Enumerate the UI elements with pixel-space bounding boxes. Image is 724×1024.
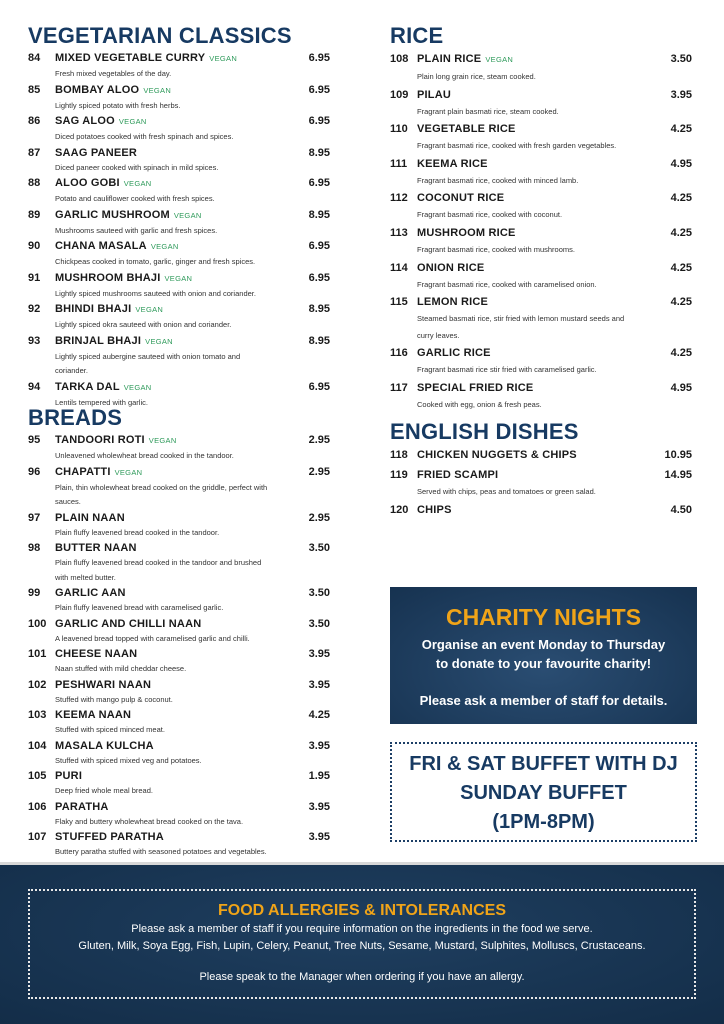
allergy-line: Please ask a member of staff if you require information on the ingredients in the food we serve. [131, 923, 593, 935]
menu-item [28, 207, 330, 239]
item-number: 113 [390, 226, 408, 239]
item-description: Naan stuffed with mild cheddar cheese. [55, 664, 187, 673]
item-name [417, 501, 692, 519]
item-number: 97 [28, 511, 41, 524]
item-name-text: ONION RICE [417, 261, 485, 274]
vegan-badge: VEGAN [209, 54, 238, 63]
item-name-text: BHINDI BHAJI [55, 303, 132, 315]
item-price: 6.95 [308, 177, 330, 189]
menu-item [390, 86, 692, 121]
item-description: Lightly spiced potato with fresh herbs. [55, 100, 181, 110]
item-number: 119 [390, 469, 408, 481]
item-number: 90 [28, 240, 41, 252]
item-description: Lightly spiced okra sauteed with onion and coriander. [55, 320, 232, 329]
item-number: 86 [28, 115, 41, 127]
item-name [55, 145, 330, 161]
item-number: 101 [28, 648, 47, 660]
buffet-line: (1PM-8PM) [492, 811, 595, 833]
item-price: 3.50 [308, 542, 330, 554]
item-number: 85 [28, 83, 41, 96]
item-name-text: PILAU [417, 88, 451, 101]
section-title: BREADS [28, 405, 123, 430]
item-name [417, 344, 692, 362]
item-name [55, 82, 330, 99]
item-name-text: TARKA DAL [55, 380, 120, 393]
menu-item [28, 738, 330, 769]
item-name [417, 446, 692, 464]
item-description: Fragrant basmati rice, cooked with minced lamb. [417, 175, 579, 185]
vegan-badge: VEGAN [145, 336, 173, 346]
item-description: Lightly spiced aubergine sauteed with onion tomato and coriander. [55, 351, 241, 375]
item-name [55, 616, 330, 632]
item-name-text: SAG ALOO [55, 115, 115, 127]
item-name [417, 224, 692, 242]
buffet-line: FRI & SAT BUFFET WITH DJ [409, 753, 678, 775]
item-name [55, 238, 330, 255]
item-name [55, 540, 330, 556]
menu-item [28, 540, 330, 585]
item-name [417, 50, 692, 69]
charity-title: CHARITY NIGHTS [445, 604, 642, 630]
item-price: 3.50 [308, 617, 330, 630]
item-name [55, 464, 330, 481]
menu-item [390, 259, 692, 294]
vegan-badge: VEGAN [118, 117, 147, 126]
item-description: Flaky and buttery wholewheat bread cooked on the tava. [55, 816, 244, 826]
item-price: 4.25 [670, 192, 692, 205]
menu-item [390, 189, 692, 224]
item-name-text: GARLIC AND CHILLI NAAN [55, 617, 202, 630]
item-price: 3.95 [308, 831, 330, 843]
item-number: 95 [28, 434, 41, 446]
item-price: 3.95 [308, 800, 330, 813]
item-name [55, 50, 330, 67]
item-name-text: GARLIC RICE [417, 347, 491, 360]
item-description: A leavened bread topped with caramelised garlic and chilli. [55, 633, 250, 643]
item-name-text: TANDOORI ROTI [55, 434, 145, 446]
allergy-box [28, 889, 696, 999]
item-number: 109 [390, 88, 409, 101]
item-description: Fresh mixed vegetables of the day. [55, 69, 172, 78]
menu-item [390, 155, 692, 190]
item-price: 6.95 [308, 240, 330, 252]
menu-item [28, 799, 330, 830]
item-description: Fragrant basmati rice, cooked with fresh garden vegetables. [417, 141, 617, 151]
item-number: 88 [28, 177, 41, 189]
item-price: 4.25 [670, 296, 692, 309]
item-number: 112 [390, 192, 408, 205]
item-price: 8.95 [308, 146, 330, 159]
allergy-title: FOOD ALLERGIES & INTOLERANCES [217, 902, 506, 919]
vegetarian-section [28, 24, 330, 410]
item-price: 2.95 [308, 511, 330, 524]
item-name [55, 768, 330, 784]
menu-item [28, 175, 330, 207]
item-name [55, 207, 330, 224]
item-number: 105 [28, 770, 47, 782]
item-price: 10.95 [664, 449, 692, 461]
buffet-line: SUNDAY BUFFET [460, 782, 627, 804]
item-name-text: BOMBAY ALOO [55, 83, 140, 96]
item-number: 110 [390, 123, 408, 136]
item-number: 114 [390, 261, 408, 274]
item-price: 4.25 [670, 123, 692, 136]
item-number: 98 [28, 542, 41, 554]
menu-item [28, 50, 330, 82]
item-number: 102 [28, 678, 47, 691]
vegan-badge: VEGAN [173, 210, 202, 220]
charity-line: Please ask a member of staff for details. [419, 693, 668, 708]
menu-item [390, 120, 692, 155]
menu-item [28, 432, 330, 464]
vegan-badge: VEGAN [123, 382, 152, 392]
item-name [55, 799, 330, 815]
item-number: 84 [28, 52, 41, 64]
item-description: Steamed basmati rice, stir fried with lemon mustard seeds and curry leaves. [417, 314, 625, 340]
item-name-text: CHAPATTI [55, 465, 111, 478]
item-name-text: ALOO GOBI [55, 177, 120, 189]
item-price: 3.95 [308, 678, 330, 691]
item-name [417, 86, 692, 104]
item-name [417, 189, 692, 207]
section-title: ENGLISH DISHES [390, 419, 579, 444]
breads-section [28, 406, 330, 860]
item-number: 91 [28, 271, 41, 284]
vegan-badge: VEGAN [114, 467, 143, 477]
item-name [55, 379, 330, 396]
item-name [55, 270, 330, 287]
item-name [55, 432, 330, 449]
item-name-text: LEMON RICE [417, 296, 489, 309]
vegan-badge: VEGAN [123, 179, 152, 188]
item-number: 107 [28, 831, 47, 843]
item-name-text: SAAG PANEER [55, 146, 138, 159]
menu-item [390, 501, 692, 521]
item-price: 3.95 [308, 739, 330, 752]
item-price: 2.95 [308, 434, 330, 446]
item-name-text: PURI [55, 770, 83, 782]
item-price: 3.50 [670, 53, 692, 65]
menu-item [28, 238, 330, 270]
menu-item [28, 301, 330, 333]
item-description: Stuffed with spiced mixed veg and potatoes. [55, 755, 202, 765]
menu-item [390, 344, 692, 379]
rice-section [390, 24, 692, 414]
item-description: Stuffed with mango pulp & coconut. [55, 694, 173, 704]
item-description: Chickpeas cooked in tomato, garlic, ginger and fresh spices. [55, 257, 256, 266]
item-price: 3.50 [308, 587, 330, 599]
item-name [55, 677, 330, 693]
vegan-badge: VEGAN [148, 436, 177, 445]
item-price: 6.95 [308, 115, 330, 127]
menu-item [28, 270, 330, 302]
item-name-text: KEEMA RICE [417, 157, 488, 170]
menu-item [390, 466, 692, 501]
vegan-badge: VEGAN [164, 273, 193, 283]
item-description: Fragrant basmati rice, cooked with caramelised onion. [417, 279, 597, 289]
item-description: Lentils tempered with garlic. [55, 397, 148, 407]
menu-item [28, 145, 330, 176]
item-description: Deep fried whole meal bread. [55, 786, 153, 795]
item-name [55, 585, 330, 601]
item-name-text: BUTTER NAAN [55, 542, 137, 554]
item-name-text: KEEMA NAAN [55, 709, 132, 721]
item-number: 89 [28, 208, 41, 221]
item-price: 6.95 [308, 380, 330, 393]
section-title: VEGETARIAN CLASSICS [28, 23, 292, 48]
item-name [55, 510, 330, 526]
menu-item [28, 829, 330, 860]
item-name [417, 466, 692, 484]
menu-item [390, 50, 692, 86]
item-description: Fragrant basmati rice, cooked with mushrooms. [417, 244, 575, 254]
item-price: 6.95 [308, 271, 330, 284]
allergy-line: Gluten, Milk, Soya Egg, Fish, Lupin, Celery, Peanut, Tree Nuts, Sesame, Mustard, Sulphites, Molluscs, Crustaceans. [78, 940, 646, 952]
item-name [55, 333, 330, 350]
item-name [417, 259, 692, 277]
item-price: 6.95 [308, 52, 330, 64]
item-name-text: PESHWARI NAAN [55, 678, 152, 691]
section-title: RICE [390, 23, 444, 48]
item-description: Potato and cauliflower cooked with fresh spices. [55, 194, 215, 203]
item-description: Cooked with egg, onion & fresh peas. [417, 399, 542, 409]
item-name-text: CHEESE NAAN [55, 648, 138, 660]
allergy-footer [0, 862, 724, 1024]
item-description: Unleavened wholewheat bread cooked in the tandoor. [55, 451, 234, 460]
item-description: Diced potatoes cooked with fresh spinach and spices. [55, 132, 234, 141]
item-description: Plain fluffy leavened bread cooked in the tandoor. [55, 527, 220, 537]
item-name [417, 293, 692, 311]
menu-item [28, 616, 330, 647]
item-name [55, 646, 330, 662]
item-name-text: COCONUT RICE [417, 192, 505, 205]
item-price: 4.25 [670, 347, 692, 360]
item-name-text: PLAIN NAAN [55, 511, 125, 524]
item-description: Plain, thin wholewheat bread cooked on the griddle, perfect with sauces. [55, 482, 268, 506]
vegan-badge: VEGAN [143, 85, 172, 95]
item-price: 3.95 [308, 648, 330, 660]
item-number: 96 [28, 465, 41, 478]
menu-item [28, 113, 330, 145]
item-name-text: CHICKEN NUGGETS & CHIPS [417, 449, 577, 461]
item-description: Diced paneer cooked with spinach in mild spices. [55, 162, 219, 172]
item-number: 93 [28, 334, 41, 347]
item-price: 4.95 [670, 381, 692, 394]
vegan-badge: VEGAN [135, 305, 164, 314]
item-price: 1.95 [308, 770, 330, 782]
item-name-text: GARLIC MUSHROOM [55, 208, 170, 221]
item-number: 94 [28, 380, 41, 393]
item-name-text: CHIPS [417, 503, 452, 516]
item-description: Buttery paratha stuffed with seasoned potatoes and vegetables. [55, 847, 267, 856]
item-price: 4.25 [670, 226, 692, 239]
menu-item [28, 707, 330, 738]
charity-line: Organise an event Monday to Thursday [421, 637, 666, 652]
menu-item [28, 510, 330, 541]
menu-item [28, 646, 330, 677]
item-number: 120 [390, 503, 409, 516]
item-number: 115 [390, 296, 408, 309]
item-name [55, 738, 330, 754]
item-number: 116 [390, 347, 408, 360]
allergy-line: Please speak to the Manager when ordering if you have an allergy. [199, 971, 525, 983]
item-name-text: PARATHA [55, 800, 109, 813]
item-number: 99 [28, 587, 41, 599]
menu-item [28, 585, 330, 616]
item-name [55, 829, 330, 845]
menu-item [28, 82, 330, 114]
item-number: 111 [390, 157, 408, 170]
menu-item [390, 293, 692, 344]
item-description: Fragrant plain basmati rice, steam cooked. [417, 106, 559, 116]
item-number: 92 [28, 303, 41, 315]
item-name-text: SPECIAL FRIED RICE [417, 381, 534, 394]
item-price: 14.95 [664, 469, 692, 481]
item-description: Fragrant basmati rice, cooked with coconut. [417, 210, 563, 220]
item-description: Stuffed with spiced minced meat. [55, 725, 165, 734]
item-name [55, 175, 330, 192]
vegan-badge: VEGAN [150, 242, 179, 251]
menu-item [28, 768, 330, 799]
menu-item [390, 224, 692, 259]
item-price: 4.50 [670, 503, 692, 516]
item-price: 8.95 [308, 334, 330, 347]
item-price: 6.95 [308, 83, 330, 96]
item-name [417, 379, 692, 397]
item-name-text: MIXED VEGETABLE CURRY [55, 52, 206, 64]
item-number: 103 [28, 709, 47, 721]
item-number: 106 [28, 800, 47, 813]
item-name [55, 113, 330, 130]
item-name-text: VEGETABLE RICE [417, 123, 516, 136]
item-name [417, 120, 692, 138]
item-name [55, 301, 330, 318]
item-name [55, 707, 330, 723]
item-name-text: CHANA MASALA [55, 240, 147, 252]
item-description: Fragrant basmati rice stir fried with caramelised garlic. [417, 365, 597, 375]
item-price: 2.95 [308, 465, 330, 478]
item-name-text: FRIED SCAMPI [417, 469, 499, 481]
menu-item [28, 464, 330, 510]
item-name-text: PLAIN RICE [417, 53, 482, 65]
english-section [390, 420, 692, 521]
item-number: 108 [390, 53, 409, 65]
item-name-text: BRINJAL BHAJI [55, 334, 142, 347]
item-price: 8.95 [308, 208, 330, 221]
item-price: 3.95 [670, 88, 692, 101]
buffet-box [390, 742, 697, 842]
item-price: 8.95 [308, 303, 330, 315]
item-description: Plain fluffy leavened bread cooked in the tandoor and brushed with melted butter. [55, 558, 262, 582]
item-number: 87 [28, 146, 41, 159]
menu-item [390, 446, 692, 466]
item-number: 104 [28, 739, 47, 752]
item-price: 4.25 [670, 261, 692, 274]
item-name-text: GARLIC AAN [55, 587, 126, 599]
item-number: 118 [390, 449, 408, 461]
item-price: 4.95 [670, 157, 692, 170]
item-name-text: MUSHROOM BHAJI [55, 271, 161, 284]
item-description: Lightly spiced mushrooms sauteed with onion and coriander. [55, 288, 256, 298]
item-name-text: MASALA KULCHA [55, 739, 154, 752]
vegan-badge: VEGAN [485, 55, 514, 64]
item-name-text: STUFFED PARATHA [55, 831, 164, 843]
item-number: 117 [390, 381, 408, 394]
item-number: 100 [28, 617, 47, 630]
item-description: Plain fluffy leavened bread with caramelised garlic. [55, 603, 224, 612]
item-description: Plain long grain rice, steam cooked. [417, 72, 536, 81]
item-name-text: MUSHROOM RICE [417, 226, 516, 239]
menu-item [28, 677, 330, 708]
item-description: Served with chips, peas and tomatoes or green salad. [417, 487, 596, 496]
item-name [417, 155, 692, 173]
item-description: Mushrooms sauteed with garlic and fresh spices. [55, 225, 218, 235]
item-price: 4.25 [308, 709, 330, 721]
menu-item [28, 333, 330, 379]
charity-nights-box [390, 587, 697, 724]
menu-item [390, 379, 692, 414]
charity-line: to donate to your favourite charity! [435, 656, 652, 671]
